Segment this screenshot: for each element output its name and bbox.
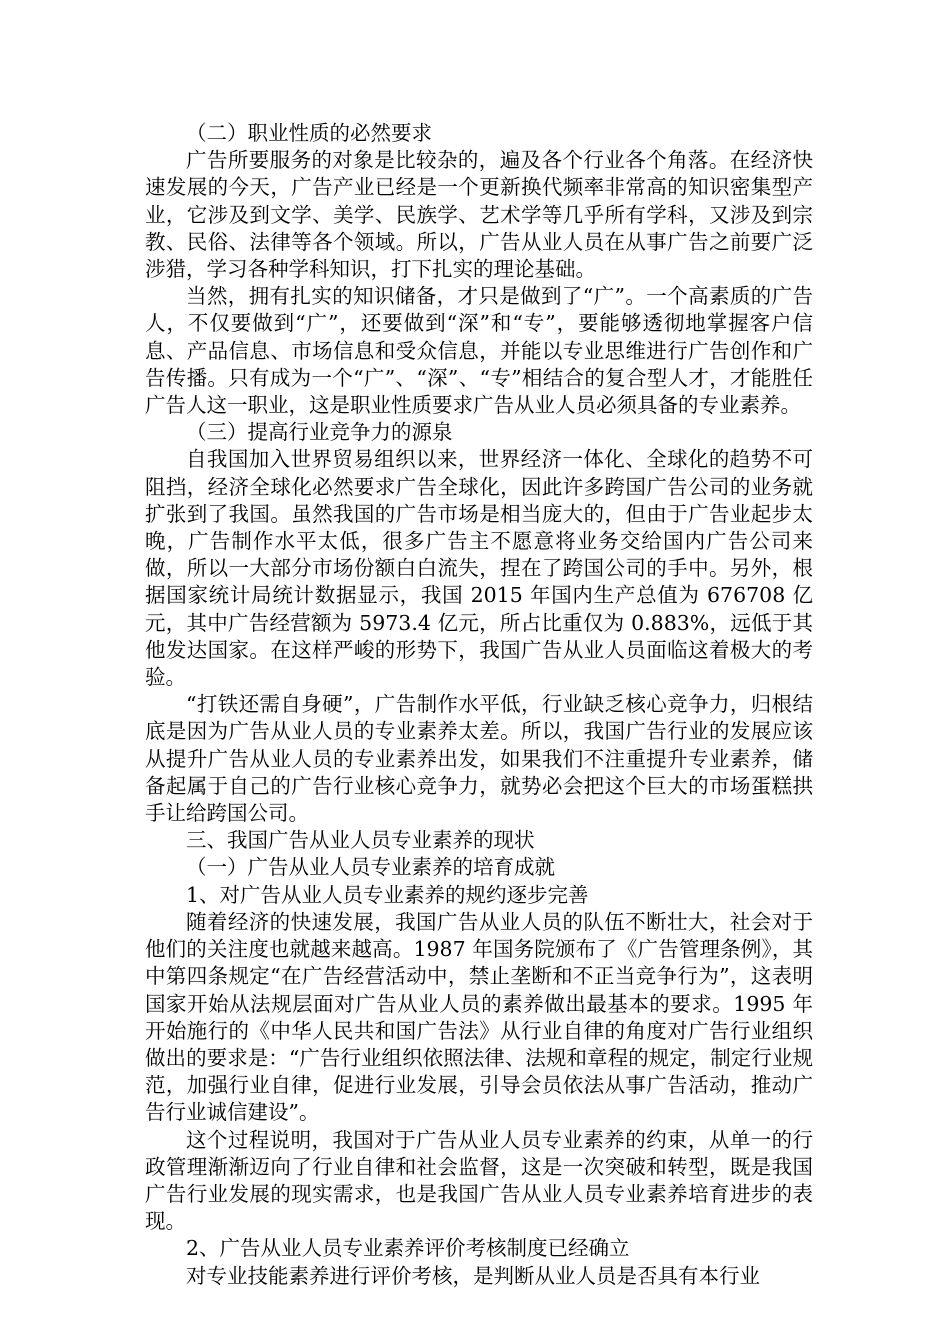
- body-paragraph: 对专业技能素养进行评价考核，是判断从业人员是否具有本行业: [186, 1263, 760, 1288]
- body-paragraph: 这个过程说明，我国对于广告从业人员专业素养的约束，从单一的行政管理渐渐迈向了行业自律和社会监督，这是一次突破和转型，既是我国广告行业发展的现实需求，也是我国广告从业人员专业素养培育进步的表现。: [145, 1127, 813, 1234]
- section-heading-evaluation: 2、广告从业人员专业素养评价考核制度已经确立: [186, 1236, 630, 1261]
- document-page: [145, 120, 813, 1290]
- body-paragraph: “打铁还需自身硬”，广告制作水平低，行业缺乏核心竞争力，归根结底是因为广告从业人员的专业素养太差。所以，我国广告行业的发展应该从提升广告从业人员的专业素养出发，如果我们不注重提升专业素养，储备起属于自己的广告行业核心竞争力，就势必会把这个巨大的市场蛋糕拱手让给跨国公司。: [145, 692, 813, 826]
- section-heading-competitiveness: （三）提高行业竞争力的源泉: [186, 420, 453, 445]
- body-paragraph: 广告所要服务的对象是比较杂的，遍及各个行业各个角落。在经济快速发展的今天，广告产业已经是一个更新换代频率非常高的知识密集型产业，它涉及到文学、美学、民族学、艺术学等几乎所有学科，又涉及到宗教、民俗、法律等各个领域。所以，广告从业人员在从事广告之前要广泛涉猎，学习各种学科知识，打下扎实的理论基础。: [145, 148, 813, 282]
- body-paragraph: 当然，拥有扎实的知识储备，才只是做到了“广”。一个高素质的广告人，不仅要做到“广”，还要做到“深”和“专”，要能够透彻地掌握客户信息、产品信息、市场信息和受众信息，并能以专业思维进行广告创作和广告传播。只有成为一个“广”、“深”、“专”相结合的复合型人才，才能胜任广告人这一职业，这是职业性质要求广告从业人员必须具备的专业素养。: [145, 284, 813, 418]
- section-heading-status: 三、我国广告从业人员专业素养的现状: [186, 828, 535, 853]
- body-paragraph: 随着经济的快速发展，我国广告从业人员的队伍不断壮大，社会对于他们的关注度也就越来越高。1987 年国务院颁布了《广告管理条例》，其中第四条规定“在广告经营活动中，禁止垄断和不正当竞争行为”，这表明国家开始从法规层面对广告从业人员的素养做出最基本的要求。1995 年开始施行的《中华人民共和国广告法》从行业自律的角度对广告行业组织做出的要求是：“广告行业组织依照法律、法规和章程的规定，制定行业规范，加强行业自律，促进行业发展，引导会员依法从事广告活动，推动广告行业诚信建设”。: [145, 909, 813, 1125]
- section-heading-achievements: （一）广告从业人员专业素养的培育成就: [186, 855, 555, 880]
- section-heading-regulation: 1、对广告从业人员专业素养的规约逐步完善: [186, 882, 589, 907]
- section-heading-career-nature: （二）职业性质的必然要求: [186, 121, 432, 145]
- body-paragraph: 自我国加入世界贸易组织以来，世界经济一体化、全球化的趋势不可阻挡，经济全球化必然要求广告全球化，因此许多跨国广告公司的业务就扩张到了我国。虽然我国的广告市场是相当庞大的，但由于广告业起步太晚，广告制作水平太低，很多广告主不愿意将业务交给国内广告公司来做，所以一大部分市场份额白白流失，捏在了跨国公司的手中。另外，根据国家统计局统计数据显示，我国 2015 年国内生产总值为 676708 亿元，其中广告经营额为 5973.4 亿元，所占比重仅为 0.883%，远低于其他发达国家。在这样严峻的形势下，我国广告从业人员面临这着极大的考验。: [145, 447, 813, 690]
